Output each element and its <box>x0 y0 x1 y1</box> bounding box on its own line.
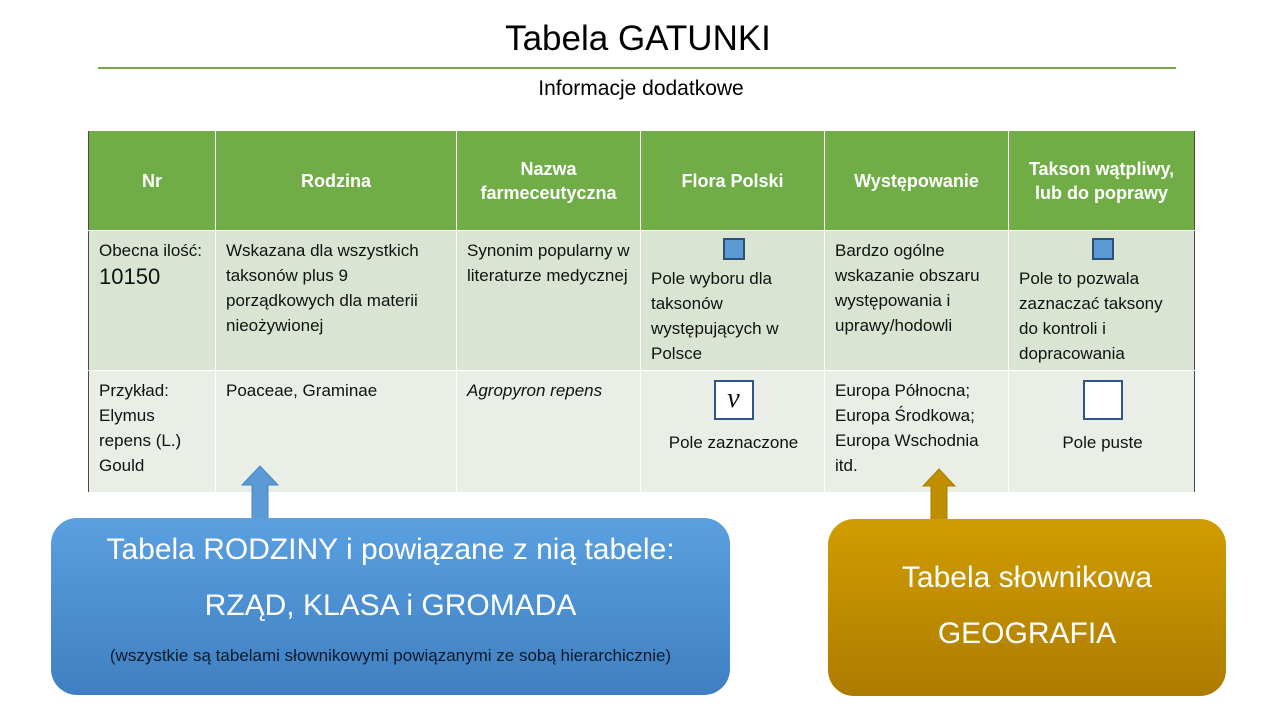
table-row-description <box>89 231 1195 371</box>
cell-example-flora <box>641 371 825 493</box>
record-count-label: Obecna ilość: <box>99 241 202 260</box>
record-count-value: 10150 <box>99 264 161 289</box>
callout-rodziny <box>51 518 730 695</box>
callout-geografia <box>828 519 1226 696</box>
cell-example-nazwa: Agropyron repens <box>457 371 641 493</box>
cell-example-takson <box>1009 371 1195 493</box>
slide-title: Tabela GATUNKI <box>505 19 771 58</box>
flora-description: Pole wyboru dla taksonów występujących w Polsce <box>651 269 779 363</box>
callout-geografia-line2: GEOGRAFIA <box>937 617 1117 650</box>
header-takson: Takson wątpliwy, lub do poprawy <box>1009 131 1195 231</box>
callout-rodziny-line1: Tabela RODZINY i powiązane z nią tabele: <box>106 533 675 566</box>
species-table <box>88 131 1195 493</box>
header-wystepowanie: Występowanie <box>825 131 1009 231</box>
slide-subtitle: Informacje dodatkowe <box>538 77 744 100</box>
header-flora: Flora Polski <box>641 131 825 231</box>
cell-nazwa: Synonim popularny w literaturze medycznej <box>457 231 641 371</box>
header-nazwa: Nazwa farmeceutyczna <box>457 131 641 231</box>
up-arrow-blue-icon <box>240 465 280 521</box>
takson-checkbox-icon <box>1092 238 1114 260</box>
cell-rodzina: Wskazana dla wszystkich taksonów plus 9 porządkowych dla materii nieożywionej <box>216 231 457 371</box>
title-divider <box>98 67 1176 69</box>
checked-box-icon: v <box>714 380 754 420</box>
callout-rodziny-line2: RZĄD, KLASA i GROMADA <box>204 589 577 622</box>
up-arrow-gold-icon <box>922 468 956 522</box>
cell-nr <box>89 231 216 371</box>
cell-takson <box>1009 231 1195 371</box>
checked-box-caption: Pole zaznaczone <box>668 433 799 452</box>
header-rodzina: Rodzina <box>216 131 457 231</box>
callout-rodziny-note: (wszystkie są tabelami słownikowymi powiązanymi ze sobą hierarchicznie) <box>109 646 672 665</box>
header-nr: Nr <box>89 131 216 231</box>
cell-wystepowanie: Bardzo ogólne wskazanie obszaru występowania i uprawy/hodowli <box>825 231 1009 371</box>
cell-example-rodzina: Poaceae, Graminae <box>216 371 457 493</box>
table-header-row <box>89 131 1195 231</box>
empty-box-icon <box>1083 380 1123 420</box>
cell-flora <box>641 231 825 371</box>
empty-box-caption: Pole puste <box>1062 433 1143 452</box>
flora-checkbox-icon <box>723 238 745 260</box>
cell-example-nr: Przykład: Elymus repens (L.) Gould <box>89 371 216 493</box>
takson-description: Pole to pozwala zaznaczać taksony do kontroli i dopracowania <box>1019 269 1163 363</box>
cell-example-wystepowanie: Europa Północna; Europa Środkowa; Europa Wschodnia itd. <box>825 371 1009 493</box>
callout-geografia-line1: Tabela słownikowa <box>901 561 1153 594</box>
